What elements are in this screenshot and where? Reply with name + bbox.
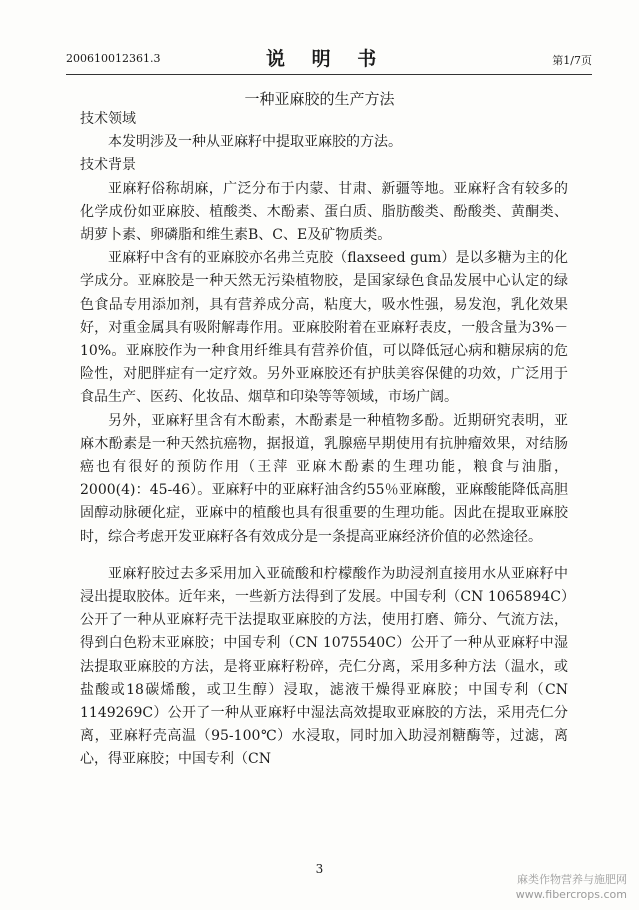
paragraph: 另外，亚麻籽里含有木酚素，木酚素是一种植物多酚。近期研究表明，亚麻木酚素是一种天然抗癌物，据报道，乳腺癌早期使用有抗肿瘤效果，对结肠癌也有很好的预防作用（王萍 亚麻木酚素的生理功能，粮食与油脂，2000(4)：45-46）。亚麻籽中的亚麻籽油含约55％亚麻酸，亚麻酸能降低高胆固醇动脉硬化症，亚麻中的植酸也具有很重要的生理功能。因此在提取亚麻胶时，综合考虑开发亚麻籽各有效成分是一条提高亚麻经济价值的必然途径。 — [80, 412, 568, 545]
page-indicator: 第1/7页 — [552, 54, 592, 67]
watermark-name: 麻类作物营养与施肥网 — [517, 873, 627, 886]
section-heading-background: 技术背景 — [80, 157, 136, 174]
paragraph: 亚麻籽胶过去多采用加入亚硫酸和柠檬酸作为助浸剂直接用水从亚麻籽中浸出提取胶体。近年来，一些新方法得到了发展。中国专利（CN 1065894C）公开了一种从亚麻籽壳干法提取亚麻胶的方法，使用打磨、筛分、气流方法，得到白色粉末亚麻胶；中国专利（CN 1075540C）公开了一种从亚麻籽中湿法提取亚麻胶的方法，是将亚麻籽粉碎，壳仁分离，采用多种方法（温水，或盐酸或18碳烯酸，或卫生醇）浸取，滤液干燥得亚麻胶；中国专利（CN 1149269C）公开了一种从亚麻籽中湿法高效提取亚麻胶的方法，采用壳仁分离，亚麻籽壳高温（95-100℃）水浸取，同时加入助浸剂糖酶等，过滤，离心，得亚麻胶；中国专利（CN — [80, 565, 568, 768]
page-header — [66, 44, 592, 70]
document-title: 一种亚麻胶的生产方法 — [244, 90, 395, 108]
paragraph-gap — [80, 549, 568, 563]
paragraph: 亚麻籽中含有的亚麻胶亦名弗兰克胶（flaxseed gum）是以多糖为主的化学成分。亚麻胶是一种天然无污染植物胶，是国家绿色食品发展中心认定的绿色食品专用添加剂，具有营养成分高，粘度大，吸水性强，易发泡，乳化效果好，对重金属具有吸附解毒作用。亚麻胶附着在亚麻籽表皮，一般含量为3%－10%。亚麻胶作为一种食用纤维具有营养价值，可以降低冠心病和糖尿病的危险性，对肥胖症有一定疗效。另外亚麻胶还有护肤美容保健的功效，广泛用于食品生产、医药、化妆品、烟草和印染等等领域，市场广阔。 — [80, 250, 568, 406]
page-number: 3 — [315, 862, 324, 876]
document-body — [80, 108, 568, 772]
paragraph: 亚麻籽俗称胡麻，广泛分布于内蒙、甘肃、新疆等地。亚麻籽含有较多的化学成份如亚麻胶、植酸类、木酚素、蛋白质、脂肪酸类、酚酸类、黄酮类、胡萝卜素、卵磷脂和维生素B、C、E及矿物质类。 — [80, 180, 568, 244]
paragraph: 本发明涉及一种从亚麻籽中提取亚麻胶的方法。 — [108, 134, 402, 151]
watermark — [516, 872, 627, 902]
document-type: 说 明 书 — [266, 48, 387, 70]
watermark-url: www.fibercrops.com — [515, 888, 627, 901]
header-rule — [66, 74, 592, 75]
application-number: 200610012361.3 — [66, 52, 161, 65]
section-heading-field: 技术领域 — [80, 111, 136, 127]
